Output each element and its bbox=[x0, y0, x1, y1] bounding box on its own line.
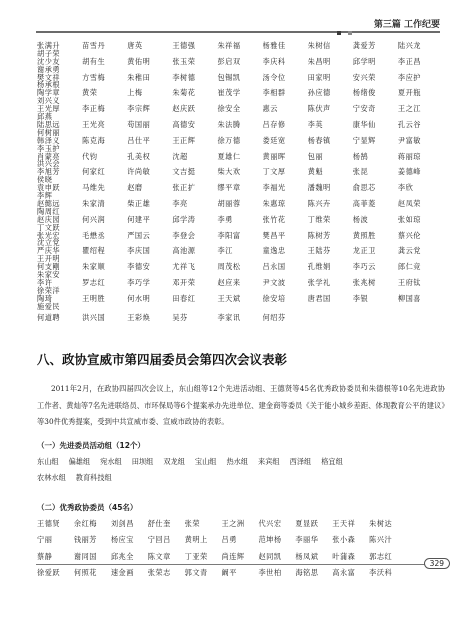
header-mark-light bbox=[348, 31, 352, 35]
person-name: 韩泽义 bbox=[37, 135, 61, 145]
group-unit-name: 田坝组 bbox=[131, 457, 154, 466]
member-name: 舒仕奎 bbox=[147, 519, 171, 529]
person-name: 李江 bbox=[217, 246, 233, 256]
group2-title: （二）优秀政协委员（45名） bbox=[37, 503, 138, 512]
person-name: 严庆华 bbox=[37, 246, 61, 256]
member-name: 杨应宝 bbox=[110, 535, 134, 545]
person-name: 文吉挺 bbox=[172, 167, 196, 177]
person-name: 朱惠琼 bbox=[262, 198, 286, 208]
person-name: 樊昌平 bbox=[262, 230, 286, 240]
person-name: 赵庆园 bbox=[37, 214, 61, 224]
header-marks bbox=[335, 20, 352, 39]
member-name: 杨凤斌 bbox=[295, 551, 319, 561]
person-name: 上梅 bbox=[127, 88, 143, 98]
person-name: 朱祥福 bbox=[217, 40, 241, 50]
name-row bbox=[37, 58, 443, 74]
header-mark-dark bbox=[337, 31, 341, 35]
person-name: 夏开瓶 bbox=[397, 88, 421, 98]
person-name: 苗雪丹 bbox=[82, 40, 106, 50]
name-row bbox=[37, 263, 443, 279]
person-name: 李玉护 bbox=[37, 143, 61, 153]
person-name: 周茂松 bbox=[217, 262, 241, 272]
group-unit-name: 宝山组 bbox=[194, 457, 217, 466]
person-name: 何支剛 bbox=[37, 262, 61, 272]
person-name: 张如琼 bbox=[397, 214, 421, 224]
person-name: 徐万德 bbox=[217, 135, 241, 145]
member-name: 李沃科 bbox=[369, 568, 393, 578]
person-name: 邓开荣 bbox=[172, 277, 196, 287]
person-name: 朱昌明 bbox=[307, 56, 331, 66]
name-row bbox=[37, 216, 443, 232]
person-name: 王彩焕 bbox=[127, 313, 151, 323]
person-name: 何建平 bbox=[127, 214, 151, 224]
person-name: 李相群 bbox=[262, 88, 286, 98]
person-name: 汤令位 bbox=[262, 72, 286, 82]
section-paragraph: 2011年2月，在政协四届四次会议上，东山组等12个先进活动组、王德贤等45名优秀政协委员和朱德根等10名先进政协工作者、黄灿等7名先进联络员、市环保局等6个提案承办先进单位、建金商等委员《关于能小城乡差距、体现教育公平的建议》等30件优秀提案，受到中共宣威市委、宣威市政协的表彰。 bbox=[37, 384, 445, 426]
name-row bbox=[37, 105, 443, 121]
person-name: 王之江 bbox=[397, 104, 421, 114]
header-title: 第三篇 工作纪要 bbox=[373, 20, 440, 30]
person-name: 孙应德 bbox=[307, 88, 331, 98]
person-name: 李巧云 bbox=[352, 262, 376, 272]
person-name: 朱树信 bbox=[307, 40, 331, 50]
person-name: 陶周红 bbox=[37, 206, 61, 216]
member-name: 阚平 bbox=[221, 568, 237, 578]
person-name: 侯晓 bbox=[37, 175, 53, 185]
member-name: 宁丽 bbox=[37, 535, 53, 545]
person-name: 李宗辉 bbox=[127, 104, 151, 114]
person-name: 赵凤荣 bbox=[397, 198, 421, 208]
member-name: 王德贤 bbox=[37, 519, 61, 529]
person-name: 李正昌 bbox=[397, 56, 421, 66]
person-name: 惠云 bbox=[262, 104, 278, 114]
person-name: 张光宏 bbox=[37, 230, 61, 240]
person-name: 郎仁竞 bbox=[397, 262, 421, 272]
group-unit-name: 宛水组 bbox=[100, 457, 122, 466]
member-name: 吕勇 bbox=[221, 535, 237, 545]
person-name: 蒋丽琼 bbox=[397, 151, 421, 161]
person-name: 朱家顺 bbox=[82, 262, 106, 272]
member-name: 速金画 bbox=[110, 568, 134, 578]
person-name: 高德安 bbox=[172, 119, 196, 129]
name-row bbox=[37, 74, 443, 90]
group-unit-name: 偏雄组 bbox=[68, 457, 91, 466]
person-name: 张竹花 bbox=[262, 214, 286, 224]
person-name: 张满升 bbox=[37, 40, 61, 50]
member-name: 郭文青 bbox=[184, 568, 208, 578]
group-unit-name: 教育科技组 bbox=[75, 473, 112, 482]
member-name: 王之洲 bbox=[221, 519, 245, 529]
person-name: 杨雅佳 bbox=[262, 40, 286, 50]
member-name: 郭志红 bbox=[369, 551, 393, 561]
name-row bbox=[37, 168, 443, 184]
person-name: 苟国丽 bbox=[127, 119, 151, 129]
person-name: 张正扩 bbox=[172, 183, 196, 193]
member-name: 高永富 bbox=[332, 568, 356, 578]
person-name: 田家明 bbox=[307, 72, 331, 82]
member-name: 尚连辉 bbox=[221, 551, 245, 561]
person-name: 毛懋丞 bbox=[82, 230, 106, 240]
person-name: 赵应来 bbox=[217, 277, 241, 287]
person-name: 朱家清 bbox=[82, 198, 106, 208]
group-unit-name: 热水组 bbox=[226, 457, 249, 466]
person-name: 吕永国 bbox=[262, 262, 286, 272]
person-name: 刘兴义 bbox=[37, 96, 61, 106]
person-name: 张学礼 bbox=[307, 277, 331, 287]
person-name: 徐荣洋 bbox=[37, 285, 61, 295]
member-name: 徐爱跃 bbox=[37, 568, 61, 578]
person-name: 尹文波 bbox=[262, 277, 286, 287]
person-name: 杨波 bbox=[352, 214, 369, 224]
person-name: 唐君国 bbox=[307, 293, 331, 303]
member-name: 黄明上 bbox=[184, 535, 208, 545]
person-name: 潘魏明 bbox=[307, 183, 331, 193]
name-row bbox=[37, 232, 443, 248]
person-name: 杨鹄 bbox=[352, 151, 369, 161]
group-unit-name: 来宾组 bbox=[258, 457, 280, 466]
person-name: 陆兴龙 bbox=[397, 40, 421, 50]
person-name: 黄荣 bbox=[82, 88, 98, 98]
person-name: 陈克海 bbox=[82, 135, 106, 145]
person-name: 马维先 bbox=[82, 183, 106, 193]
person-name: 洪兴国 bbox=[82, 313, 106, 323]
person-name: 王德强 bbox=[172, 40, 196, 50]
person-name: 杨春镇 bbox=[307, 135, 331, 145]
person-name: 施爱民 bbox=[37, 301, 61, 311]
person-name: 代钧 bbox=[82, 151, 98, 161]
member-name: 丁亚荣 bbox=[184, 551, 208, 561]
person-row bbox=[37, 516, 443, 532]
member-name: 蔡静 bbox=[37, 551, 53, 561]
person-name: 严国云 bbox=[127, 230, 151, 240]
person-name: 邱学明 bbox=[352, 56, 376, 66]
section-title: 八、政协宣威市第四届委员会第四次会议表彰 bbox=[37, 352, 288, 367]
person-name: 李庆科 bbox=[262, 56, 286, 66]
person-name: 彭启双 bbox=[217, 56, 241, 66]
person-name: 王光厚 bbox=[37, 104, 61, 114]
person-name: 俞思芯 bbox=[352, 183, 376, 193]
member-name: 李世柏 bbox=[258, 568, 282, 578]
member-name: 海铭思 bbox=[295, 568, 319, 578]
person-name: 李福光 bbox=[262, 183, 286, 193]
person-name: 丁文跃 bbox=[37, 222, 61, 232]
person-name: 邱学涛 bbox=[172, 214, 196, 224]
person-name: 胡有生 bbox=[82, 56, 106, 66]
person-name: 李树德 bbox=[172, 72, 196, 82]
person-name: 丁维荣 bbox=[307, 214, 331, 224]
person-name: 高菲菱 bbox=[352, 198, 376, 208]
person-name: 李德安 bbox=[127, 262, 151, 272]
member-name: 代兴宏 bbox=[258, 519, 282, 529]
person-name: 李阳富 bbox=[217, 230, 241, 240]
person-name: 柴正雄 bbox=[127, 198, 151, 208]
person-name: 尹富敏 bbox=[397, 135, 421, 145]
member-name: 刘剑昌 bbox=[110, 519, 134, 529]
person-name: 李欣 bbox=[397, 183, 414, 193]
person-name: 方雪梅 bbox=[82, 72, 106, 82]
person-name: 洪兴会 bbox=[37, 159, 61, 169]
member-name: 李丽华 bbox=[295, 535, 319, 545]
unit-row bbox=[37, 470, 443, 486]
name-row bbox=[37, 200, 443, 216]
person-name: 黄丽晖 bbox=[262, 151, 286, 161]
person-name: 何水明 bbox=[127, 293, 151, 303]
person-name: 龙正卫 bbox=[352, 246, 376, 256]
person-name: 许尚敏 bbox=[127, 167, 151, 177]
person-name: 姜德峰 bbox=[397, 167, 421, 177]
name-row bbox=[37, 184, 443, 200]
group-unit-name: 农林水组 bbox=[37, 473, 66, 482]
group1-title: （一）先进委员活动组（12个） bbox=[37, 441, 145, 450]
group-unit-name: 西泽组 bbox=[289, 457, 312, 466]
person-name: 李辉 bbox=[37, 191, 53, 201]
member-name: 陈兴汁 bbox=[369, 535, 393, 545]
name-row bbox=[37, 311, 443, 327]
person-name: 李银 bbox=[352, 293, 369, 303]
name-row bbox=[37, 279, 443, 295]
person-name: 王光亮 bbox=[82, 119, 106, 129]
member-name: 朱树达 bbox=[369, 519, 393, 529]
name-row bbox=[37, 153, 443, 169]
person-name: 杨绪俊 bbox=[352, 88, 376, 98]
member-name: 余红梅 bbox=[73, 519, 97, 529]
person-name: 胡子荣 bbox=[37, 48, 61, 58]
person-name: 尤祥飞 bbox=[172, 262, 196, 272]
member-name: 邱兆全 bbox=[110, 551, 134, 561]
name-row bbox=[37, 247, 443, 263]
person-name: 谢承勇 bbox=[37, 64, 61, 74]
member-name: 叶蒲森 bbox=[332, 551, 356, 561]
person-name: 袁申跃 bbox=[37, 183, 61, 193]
person-name: 丁文厚 bbox=[262, 167, 286, 177]
person-name: 李庆国 bbox=[127, 246, 151, 256]
person-name: 张玉荣 bbox=[172, 56, 196, 66]
person-name: 徐安全 bbox=[217, 104, 241, 114]
member-name: 钱丽芳 bbox=[73, 535, 97, 545]
person-name: 蔡兴伦 bbox=[397, 230, 421, 240]
person-name: 朱家安 bbox=[37, 270, 61, 279]
person-name: 王正辉 bbox=[172, 135, 196, 145]
person-row bbox=[37, 532, 443, 548]
person-name: 张昆 bbox=[352, 167, 369, 177]
person-name: 童逸忠 bbox=[262, 246, 286, 256]
member-name: 何照花 bbox=[73, 568, 97, 578]
footer-line bbox=[36, 564, 426, 565]
person-name: 陆思远 bbox=[37, 119, 61, 129]
page-footer bbox=[36, 559, 450, 569]
group-unit-name: 东山组 bbox=[37, 457, 59, 466]
person-name: 王开明 bbox=[37, 254, 61, 264]
person-name: 李应护 bbox=[397, 72, 421, 82]
name-row bbox=[37, 42, 443, 58]
group1-unit-list bbox=[37, 454, 443, 486]
person-name: 崔茂学 bbox=[217, 88, 241, 98]
person-name: 赵庆跃 bbox=[172, 104, 196, 114]
person-name: 陶学章 bbox=[37, 88, 61, 98]
person-name: 孔云谷 bbox=[397, 119, 421, 129]
name-row bbox=[37, 137, 443, 153]
person-name: 宁显辉 bbox=[352, 135, 376, 145]
person-name: 高池源 bbox=[172, 246, 196, 256]
name-list bbox=[37, 42, 443, 326]
person-name: 李许 bbox=[37, 277, 53, 287]
person-name: 王府钛 bbox=[397, 277, 421, 287]
person-name: 朱法腾 bbox=[217, 119, 241, 129]
person-name: 李亮 bbox=[172, 198, 188, 208]
member-name: 谢同国 bbox=[73, 551, 97, 561]
member-name: 陈文章 bbox=[147, 551, 171, 561]
person-name: 唐英 bbox=[127, 40, 143, 50]
person-name: 吴芬 bbox=[172, 313, 188, 323]
group2-person-list bbox=[37, 516, 443, 581]
person-name: 徐安培 bbox=[262, 293, 286, 303]
person-name: 孔美权 bbox=[127, 151, 151, 161]
person-name: 黄魁 bbox=[307, 167, 324, 177]
group-unit-name: 格宜组 bbox=[321, 457, 343, 466]
person-name: 康华仙 bbox=[352, 119, 376, 129]
person-name: 王陆芬 bbox=[307, 246, 331, 256]
person-name: 沈立党 bbox=[37, 238, 61, 248]
person-name: 包锡凯 bbox=[217, 72, 241, 82]
name-row bbox=[37, 295, 443, 311]
person-name: 吕仕平 bbox=[127, 135, 151, 145]
person-name: 王明胜 bbox=[82, 293, 106, 303]
person-name: 宁安奇 bbox=[352, 104, 376, 114]
name-row bbox=[37, 121, 443, 137]
person-name: 李登会 bbox=[172, 230, 196, 240]
person-name: 瞿绍程 bbox=[82, 246, 106, 256]
person-name: 李勇 bbox=[217, 214, 233, 224]
person-name: 黄佑明 bbox=[127, 56, 151, 66]
person-name: 李旭芳 bbox=[37, 167, 61, 177]
person-name: 肖蒙亮 bbox=[37, 151, 61, 161]
group-unit-name: 双龙组 bbox=[163, 457, 185, 466]
member-name: 张小森 bbox=[332, 535, 356, 545]
page-header bbox=[36, 17, 440, 33]
person-name: 夏雄仁 bbox=[217, 151, 241, 161]
person-name: 包丽 bbox=[307, 151, 324, 161]
person-name: 李家讯 bbox=[217, 313, 241, 323]
person-name: 樊文祥 bbox=[37, 72, 61, 82]
member-name: 张荣 bbox=[184, 519, 201, 529]
person-name: 何树丽 bbox=[37, 127, 61, 137]
unit-row bbox=[37, 454, 443, 470]
person-name: 杨承根 bbox=[37, 80, 61, 90]
person-name: 安兴荣 bbox=[352, 72, 376, 82]
person-name: 陶琦 bbox=[37, 293, 53, 303]
member-name: 王天祥 bbox=[332, 519, 356, 529]
person-name: 黄照胜 bbox=[352, 230, 376, 240]
person-name: 陈树芳 bbox=[307, 230, 331, 240]
person-name: 何家红 bbox=[82, 167, 106, 177]
person-name: 何兴润 bbox=[82, 214, 106, 224]
person-name: 龚爱芳 bbox=[352, 40, 376, 50]
person-name: 赵懿远 bbox=[37, 198, 61, 208]
person-name: 何道聘 bbox=[37, 313, 61, 323]
person-name: 缪平章 bbox=[217, 183, 241, 193]
person-name: 张兆树 bbox=[352, 277, 376, 287]
person-name: 柳国喜 bbox=[397, 293, 421, 303]
person-name: 李英 bbox=[307, 119, 324, 129]
person-name: 沈超 bbox=[172, 151, 188, 161]
person-name: 李正梅 bbox=[82, 104, 106, 114]
member-name: 宁回吕 bbox=[147, 535, 171, 545]
member-name: 夏显跃 bbox=[295, 519, 319, 529]
person-name: 赵磨 bbox=[127, 183, 143, 193]
person-name: 柴大欢 bbox=[217, 167, 241, 177]
person-name: 李巧学 bbox=[127, 277, 151, 287]
member-name: 范坤杨 bbox=[258, 535, 282, 545]
person-name: 龚云党 bbox=[397, 246, 421, 256]
person-name: 罗志红 bbox=[82, 277, 106, 287]
person-name: 陈伏声 bbox=[307, 104, 331, 114]
person-name: 邱燕 bbox=[37, 112, 53, 122]
page-number: 329 bbox=[424, 558, 450, 569]
person-name: 吕存修 bbox=[262, 119, 286, 129]
person-name: 田春红 bbox=[172, 293, 196, 303]
person-name: 娄廷宽 bbox=[262, 135, 286, 145]
person-name: 陈兴卉 bbox=[307, 198, 331, 208]
person-name: 孔维娟 bbox=[307, 262, 331, 272]
person-name: 朱菊花 bbox=[172, 88, 196, 98]
person-name: 何绍芬 bbox=[262, 313, 286, 323]
member-name: 张荣志 bbox=[147, 568, 171, 578]
name-row bbox=[37, 89, 443, 105]
person-name: 王天斌 bbox=[217, 293, 241, 303]
person-name: 朱稚田 bbox=[127, 72, 151, 82]
person-name: 胡丽蓉 bbox=[217, 198, 241, 208]
person-name: 沈少友 bbox=[37, 56, 61, 66]
member-name: 赵同凯 bbox=[258, 551, 282, 561]
